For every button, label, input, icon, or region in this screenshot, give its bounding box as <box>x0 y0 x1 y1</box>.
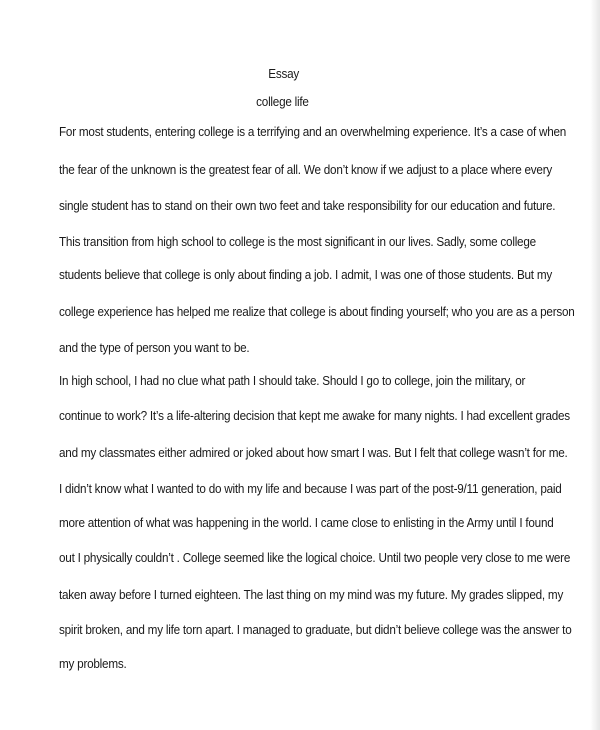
paragraph-line: out I physically couldn’t . College seemed like the logical choice. Until two people very close to me were <box>59 551 571 565</box>
paragraph-line: college experience has helped me realize that college is about finding yourself; who you are as a person <box>59 305 575 319</box>
paragraph-line: In high school, I had no clue what path I should take. Should I go to college, join the military, or <box>59 374 526 388</box>
paragraph-line: and my classmates either admired or joked about how smart I was. But I felt that college wasn’t for me. <box>59 446 568 460</box>
paragraph-line: more attention of what was happening in the world. I came close to enlisting in the Army until I found <box>59 516 554 530</box>
paragraph-line: the fear of the unknown is the greatest fear of all. We don’t know if we adjust to a place where every <box>59 163 553 177</box>
paragraph-line: and the type of person you want to be. <box>59 341 250 355</box>
paragraph-line: I didn’t know what I wanted to do with my life and because I was part of the post-9/11 generation, paid <box>59 482 562 496</box>
essay-subtitle: college life <box>256 95 309 109</box>
paragraph-line: This transition from high school to college is the most significant in our lives. Sadly, some college <box>59 235 536 249</box>
paragraph-line: students believe that college is only about finding a job. I admit, I was one of those students. But my <box>59 268 553 282</box>
essay-title: Essay <box>268 67 299 81</box>
paragraph-line: For most students, entering college is a terrifying and an overwhelming experience. It’s a case of when <box>59 125 567 139</box>
paragraph-line: my problems. <box>59 657 127 671</box>
paragraph-line: continue to work? It’s a life-altering decision that kept me awake for many nights. I had excellent grades <box>59 409 570 423</box>
page-edge-shadow <box>590 0 600 730</box>
paragraph-line: single student has to stand on their own two feet and take responsibility for our education and future. <box>59 199 556 213</box>
paragraph-line: taken away before I turned eighteen. The last thing on my mind was my future. My grades slipped, my <box>59 588 564 602</box>
paragraph-line: spirit broken, and my life torn apart. I managed to graduate, but didn’t believe college was the answer to <box>59 623 572 637</box>
